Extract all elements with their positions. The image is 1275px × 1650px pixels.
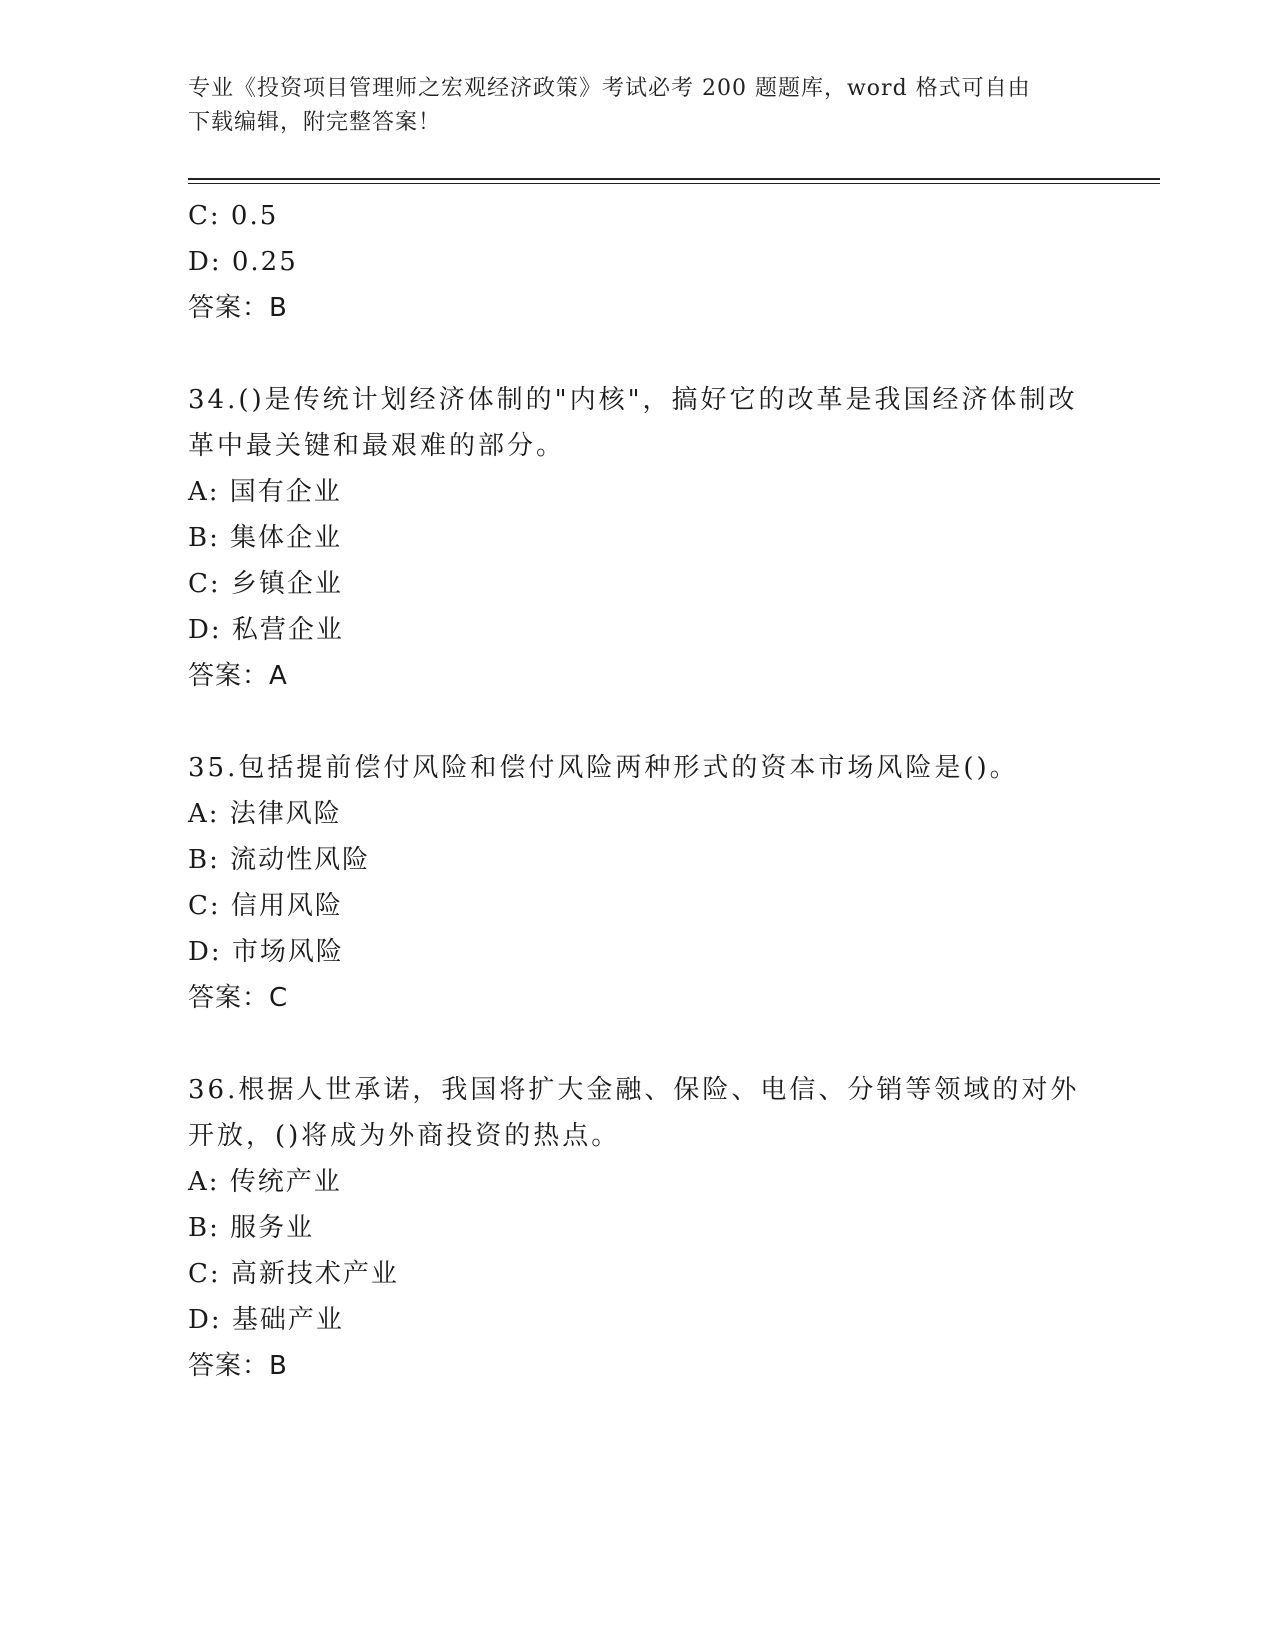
header-divider-thin [188,183,1160,184]
question-35 [188,745,1088,1021]
question-36 [188,1067,1088,1389]
spacer [188,1021,1088,1067]
option-c: C: 信用风险 [188,891,343,921]
header-divider-thick [188,178,1160,180]
answer-label: 答案：A [188,661,288,691]
option-c: C: 乡镇企业 [188,569,343,599]
header-line-2: 下载编辑，附完整答案！ [188,110,442,135]
spacer [188,331,1088,377]
option-d: D: 基础产业 [188,1305,344,1335]
option-a: A: 传统产业 [188,1167,342,1197]
question-text-line-1: 35.包括提前偿付风险和偿付风险两种形式的资本市场风险是()。 [188,753,1019,783]
option-d: D: 0.25 [188,247,298,277]
document-header [188,72,1088,140]
option-c: C: 高新技术产业 [188,1259,399,1289]
question-content [188,193,1088,1389]
option-b: B: 流动性风险 [188,845,371,875]
option-b: B: 服务业 [188,1213,315,1243]
option-b: B: 集体企业 [188,523,343,553]
question-text-line-1: 34.()是传统计划经济体制的"内核"，搞好它的改革是我国经济体制改 [188,385,1078,415]
question-text-line-1: 36.根据人世承诺，我国将扩大金融、保险、电信、分销等领域的对外 [188,1075,1080,1105]
option-d: D: 私营企业 [188,615,344,645]
option-c: C: 0.5 [188,201,279,231]
answer-label: 答案：B [188,293,288,323]
option-a: A: 国有企业 [188,477,342,507]
option-a: A: 法律风险 [188,799,342,829]
option-d: D: 市场风险 [188,937,344,967]
question-33-continuation [188,193,1088,331]
spacer [188,699,1088,745]
question-text-line-2: 开放，()将成为外商投资的热点。 [188,1121,621,1151]
question-text-line-2: 革中最关键和最艰难的部分。 [188,431,566,461]
header-line-1: 专业《投资项目管理师之宏观经济政策》考试必考 200 题题库，word 格式可自由 [188,76,1031,101]
answer-label: 答案：C [188,983,289,1013]
question-34 [188,377,1088,699]
answer-label: 答案：B [188,1351,288,1381]
